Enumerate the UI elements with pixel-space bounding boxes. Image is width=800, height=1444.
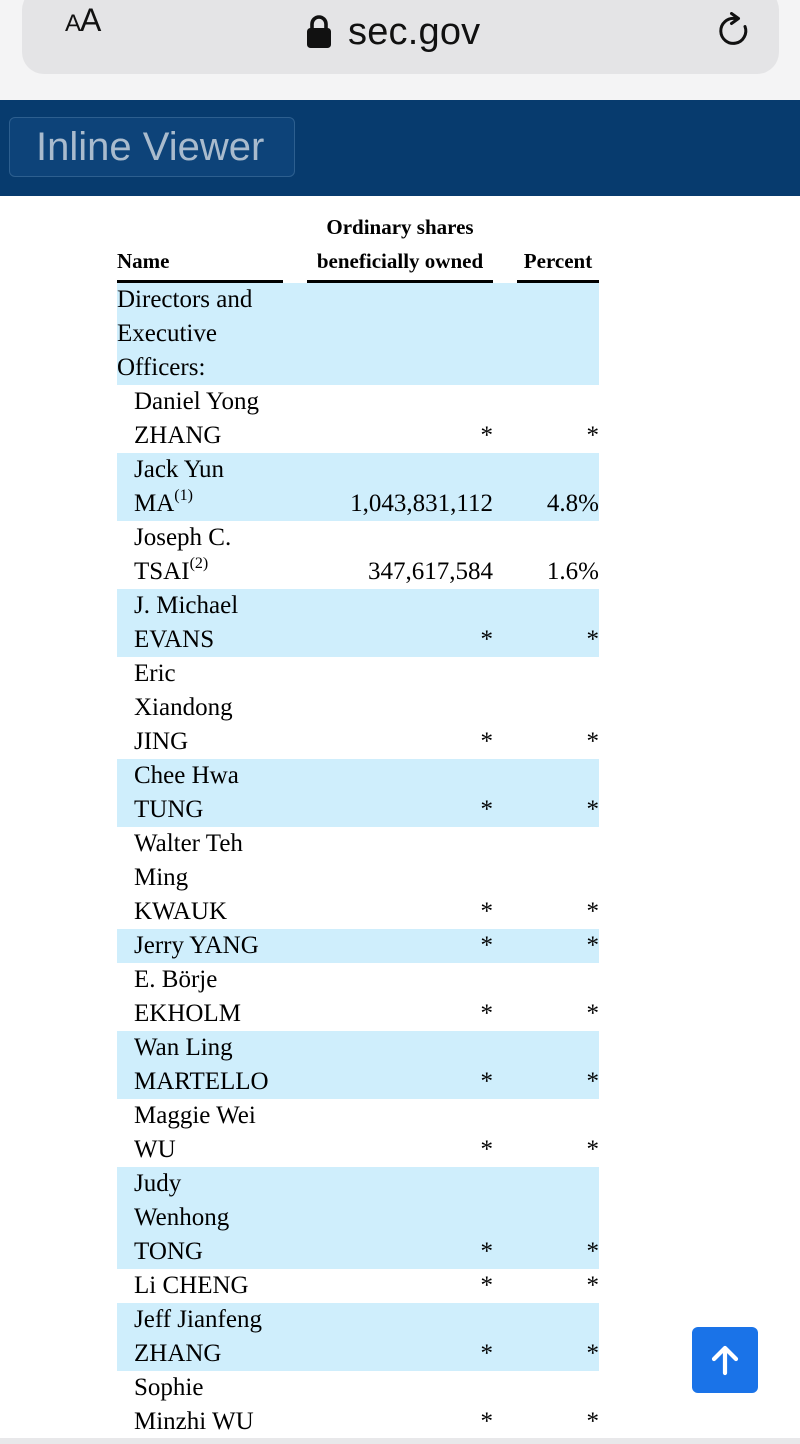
- percent-value: *: [517, 1031, 599, 1099]
- text-size-button[interactable]: AA: [65, 2, 101, 38]
- person-name: Eric Xiandong JING: [134, 660, 233, 755]
- shares-value: *: [480, 1136, 493, 1163]
- lock-icon: [306, 15, 332, 49]
- table-row: [117, 1303, 599, 1371]
- shares-value: *: [480, 898, 493, 925]
- footnote-ref[interactable]: (2): [189, 554, 209, 572]
- person-name: Walter Teh Ming KWAUK: [134, 830, 243, 925]
- person-name: Maggie Wei WU: [134, 1102, 256, 1163]
- table-row: [117, 1031, 599, 1099]
- person-name: E. Börje EKHOLM: [134, 966, 241, 1027]
- scroll-to-top-button[interactable]: [692, 1327, 758, 1393]
- person-name: Joseph C. TSAI$^{(2)}$: [134, 524, 232, 585]
- inline-viewer-header: [0, 100, 800, 196]
- person-name: Jeff Jianfeng ZHANG: [117, 1303, 283, 1371]
- table-row: [117, 1167, 599, 1269]
- person-name: Judy Wenhong TONG: [117, 1167, 283, 1269]
- footnote-ref[interactable]: (1): [174, 486, 193, 504]
- table-row: [117, 963, 599, 1031]
- url-text: sec.gov: [348, 10, 481, 53]
- percent-value: *: [517, 589, 599, 657]
- arrow-up-icon: [708, 1343, 742, 1377]
- shares-value: *: [480, 1000, 493, 1027]
- shares-value: *: [307, 1031, 493, 1099]
- table-row: [117, 1099, 599, 1167]
- percent-value: *: [586, 898, 599, 925]
- shares-value: *: [307, 759, 493, 827]
- person-name: Sophie Minzhi WU: [134, 1374, 254, 1435]
- percent-value: *: [586, 1000, 599, 1027]
- person-name: Daniel Yong ZHANG: [134, 388, 260, 449]
- shares-value: *: [307, 1167, 493, 1269]
- person-name: Jerry YANG: [117, 929, 283, 963]
- person-name: Chee Hwa TUNG: [117, 759, 283, 827]
- ownership-table: [117, 210, 599, 1439]
- table-row: [117, 827, 599, 929]
- person-name: Wan Ling MARTELLO: [117, 1031, 283, 1099]
- percent-value: *: [517, 1167, 599, 1269]
- shares-value: 347,617,584: [368, 558, 493, 585]
- browser-top-bar: [0, 0, 800, 100]
- person-name: J. Michael EVANS: [117, 589, 283, 657]
- bottom-divider: [0, 1438, 800, 1444]
- table-row: [117, 1269, 599, 1303]
- person-name: Li CHENG: [134, 1272, 249, 1299]
- percent-value: *: [517, 929, 599, 963]
- table-row: [117, 521, 599, 589]
- table-row: [117, 657, 599, 759]
- shares-value: *: [480, 1408, 493, 1435]
- header-shares: Ordinary shares beneficially owned: [307, 210, 493, 283]
- percent-value: *: [586, 1408, 599, 1435]
- shares-value: *: [307, 929, 493, 963]
- percent-value: *: [586, 1136, 599, 1163]
- section-label: Directors and Executive Officers:: [117, 283, 283, 385]
- percent-value: 4.8%: [517, 453, 599, 521]
- percent-value: *: [586, 422, 599, 449]
- table-row: [117, 1371, 599, 1439]
- section-row-directors: [117, 283, 599, 385]
- shares-value: *: [480, 422, 493, 449]
- table-row: [117, 759, 599, 827]
- document-body: [0, 196, 800, 1444]
- shares-value: *: [480, 728, 493, 755]
- percent-value: *: [586, 728, 599, 755]
- inline-viewer-button[interactable]: Inline Viewer: [9, 117, 295, 177]
- table-row: [117, 929, 599, 963]
- header-name: Name: [117, 210, 283, 283]
- table-row: [117, 453, 599, 521]
- shares-value: *: [307, 1303, 493, 1371]
- table-row: [117, 385, 599, 453]
- shares-value: *: [480, 1272, 493, 1299]
- header-percent: Percent: [517, 210, 599, 283]
- percent-value: *: [517, 759, 599, 827]
- percent-value: 1.6%: [546, 558, 599, 585]
- shares-value: 1,043,831,112: [307, 453, 493, 521]
- reload-icon[interactable]: [716, 12, 754, 50]
- url-display[interactable]: [306, 9, 480, 55]
- person-name: Jack Yun MA$^{(1)}$: [117, 453, 283, 521]
- percent-value: *: [517, 1303, 599, 1371]
- percent-value: *: [586, 1272, 599, 1299]
- table-row: [117, 589, 599, 657]
- shares-value: *: [307, 589, 493, 657]
